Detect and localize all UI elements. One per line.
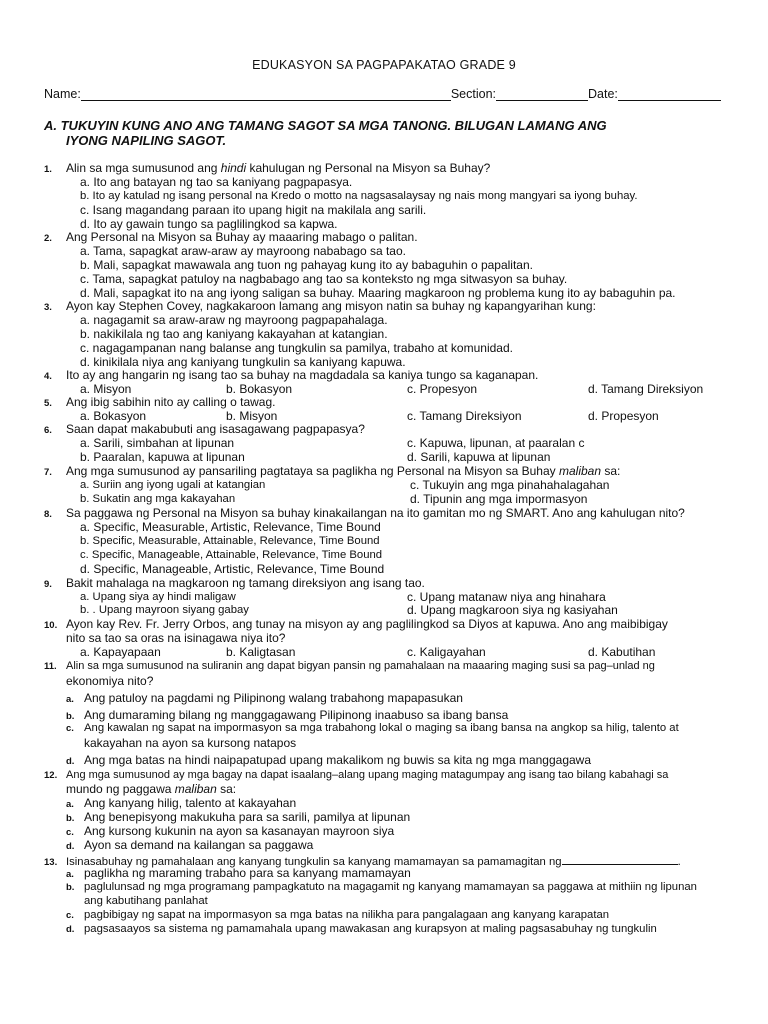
question-12-line2: mundo ng paggawa maliban sa:	[66, 782, 237, 796]
q7-option-a[interactable]: a. Suriin ang iyong ugali at katangian	[80, 479, 266, 491]
q1-option-b[interactable]: b. Ito ay katulad ng isang personal na Kredo o motto na nagsasalaysay ng nais mong mangyari sa iyong buhay.	[80, 190, 638, 202]
question-11: 11. Alin sa mga sumusunod na suliranin ang dapat bigyan pansin ng pamahalaan na maaaring maging susi sa pag–unlad ng	[44, 660, 655, 672]
q3-option-c[interactable]: c. nagagampanan nang balanse ang tungkulin sa pamilya, trabaho at komunidad.	[80, 341, 513, 355]
q9-option-d[interactable]: d. Upang magkaroon siya ng kasiyahan	[407, 603, 618, 617]
q13-option-d[interactable]: d. pagsasaayos sa sistema ng pamamahala upang mawakasan ang kurapsyon at maling pagsasabuhay ng tungkulin	[66, 923, 657, 935]
q11-option-c-line2: kakayahan na ayon sa kursong natapos	[84, 736, 297, 750]
q4-option-b[interactable]: b. Bokasyon	[226, 382, 293, 396]
q12-option-b[interactable]: b. Ang benepisyong makukuha para sa sarili, pamilya at lipunan	[66, 810, 411, 824]
q12-option-d[interactable]: d. Ayon sa demand na kailangan sa paggawa	[66, 838, 314, 852]
q6-option-a[interactable]: a. Sarili, simbahan at lipunan	[80, 436, 235, 450]
q1-option-a[interactable]: a. Ito ang batayan ng tao sa kaniyang pagpapasya.	[80, 175, 353, 189]
q6-option-c[interactable]: c. Kapuwa, lipunan, at paaralan c	[407, 436, 585, 450]
q13-option-b[interactable]: b. paglulunsad ng mga programang pampagkatuto na magagamit ng kanyang mamamayan sa paggawa at mithiin ng lipunan	[66, 881, 697, 893]
q10-option-c[interactable]: c. Kaligayahan	[407, 645, 486, 659]
q13-option-c[interactable]: c. pagbibigay ng sapat na impormasyon sa mga batas na nilikha para pangalagaan ang kanyang karapatan	[66, 909, 610, 921]
q2-option-d[interactable]: d. Mali, sapagkat ito na ang iyong saligan sa buhay. Maaring magkaroon ng problema kung ito ay babaguhin pa.	[80, 286, 676, 300]
q10-option-d[interactable]: d. Kabutihan	[588, 645, 656, 659]
q4-option-d[interactable]: d. Tamang Direksiyon	[588, 382, 704, 396]
q7-option-c[interactable]: c. Tukuyin ang mga pinahahalagahan	[410, 478, 610, 492]
q13-option-a[interactable]: a. paglikha ng maraming trabaho para sa kanyang mamamayan	[66, 866, 411, 880]
q5-option-b[interactable]: b. Misyon	[226, 409, 278, 423]
q13-answer-blank[interactable]	[562, 853, 678, 865]
name-field[interactable]	[81, 87, 451, 101]
q11-option-b[interactable]: b. Ang dumaraming bilang ng manggagawang Pilipinong inaabuso sa ibang bansa	[66, 708, 509, 722]
question-7: 7. Ang mga sumusunod ay pansariling pagtataya sa paglikha ng Personal na Misyon sa Buhay maliban sa:	[44, 464, 621, 478]
student-info-line	[44, 87, 734, 105]
q7-option-d[interactable]: d. Tipunin ang mga impormasyon	[410, 492, 588, 506]
q3-option-d[interactable]: d. kinikilala niya ang kaniyang tungkulin sa kaniyang kapuwa.	[80, 355, 406, 369]
q1-option-d[interactable]: d. Ito ay gawain tungo sa paglilingkod sa kapwa.	[80, 217, 338, 231]
q6-option-b[interactable]: b. Paaralan, kapuwa at lipunan	[80, 450, 245, 464]
question-5: 5. Ang ibig sabihin nito ay calling o tawag.	[44, 395, 276, 409]
q8-option-d[interactable]: d. Specific, Manageable, Artistic, Relevance, Time Bound	[80, 562, 385, 576]
q2-option-c[interactable]: c. Tama, sapagkat patuloy na nagbabago ang tao sa konteksto ng mga sitwasyon sa buhay.	[80, 272, 568, 286]
q2-option-b[interactable]: b. Mali, sapagkat mawawala ang tuon ng pahayag kung ito ay babaguhin o papalitan.	[80, 258, 533, 272]
q9-option-b[interactable]: b. . Upang mayroon siyang gabay	[80, 604, 249, 616]
section-field[interactable]	[496, 87, 588, 101]
question-3: 3. Ayon kay Stephen Covey, nagkakaroon lamang ang misyon natin sa buhay ng kapangyarihan kung:	[44, 299, 596, 313]
q12-option-c[interactable]: c. Ang kursong kukunin na ayon sa kasanayan mayroon siya	[66, 824, 395, 838]
q5-option-c[interactable]: c. Tamang Direksiyon	[407, 409, 522, 423]
q11-option-d[interactable]: d. Ang mga batas na hindi naipapatupad upang makalikom ng buwis sa kita ng mga manggagawa	[66, 753, 591, 767]
question-10: 10. Ayon kay Rev. Fr. Jerry Orbos, ang tunay na misyon ay ang paglilingkod sa Diyos at kapuwa. Ano ang maibibigay	[44, 617, 668, 631]
question-11-line2: ekonomiya nito?	[66, 674, 154, 688]
q5-option-a[interactable]: a. Bokasyon	[80, 409, 147, 423]
q9-option-c[interactable]: c. Upang matanaw niya ang hinahara	[407, 590, 606, 604]
q1-option-c[interactable]: c. Isang magandang paraan ito upang higit na makilala ang sarili.	[80, 203, 427, 217]
q4-option-a[interactable]: a. Misyon	[80, 382, 132, 396]
q7-option-b[interactable]: b. Sukatin ang mga kakayahan	[80, 493, 236, 505]
question-8: 8. Sa paggawa ng Personal na Misyon sa buhay kinakailangan na ito gamitan mo ng SMART. Ano ang kahulugan nito?	[44, 506, 685, 520]
q10-option-a[interactable]: a. Kapayapaan	[80, 645, 161, 659]
q12-option-a[interactable]: a. Ang kanyang hilig, talento at kakayahan	[66, 796, 297, 810]
q3-option-b[interactable]: b. nakikilala ng tao ang kaniyang kakayahan at katangian.	[80, 327, 388, 341]
q5-option-d[interactable]: d. Propesyon	[588, 409, 659, 423]
question-12: 12. Ang mga sumusunod ay mga bagay na dapat isaalang–alang upang maging matagumpay ang isang tao bilang kabahagi sa	[44, 769, 669, 781]
q11-option-c[interactable]: c. Ang kawalan ng sapat na impormasyon sa mga trabahong lokal o maging sa ibang bansa na angkop sa hilig, talento at	[66, 722, 679, 734]
section-label: Section:	[450, 87, 496, 101]
q4-option-c[interactable]: c. Propesyon	[407, 382, 478, 396]
question-13: 13. Isinasabuhay ng pamahalaan ang kanyang tungkulin sa kanyang mamamayan sa pamamagitan ng .	[44, 854, 681, 868]
q11-option-a[interactable]: a. Ang patuloy na pagdami ng Pilipinong walang trabahong mapapasukan	[66, 691, 463, 705]
name-label: Name:	[44, 87, 81, 101]
question-10-line2: nito sa tao sa oras na isinagawa niya ito?	[66, 631, 286, 645]
q10-option-b[interactable]: b. Kaligtasan	[226, 645, 296, 659]
date-field[interactable]	[618, 87, 721, 101]
question-9: 9. Bakit mahalaga na magkaroon ng tamang direksiyon ang isang tao.	[44, 576, 425, 590]
question-2: 2. Ang Personal na Misyon sa Buhay ay maaaring mabago o palitan.	[44, 230, 418, 244]
part-a-instruction: A. TUKUYIN KUNG ANO ANG TAMANG SAGOT SA MGA TANONG. BILUGAN LAMANG ANG IYONG NAPILING SAGOT.	[44, 118, 607, 148]
q8-option-c[interactable]: c. Specific, Manageable, Attainable, Relevance, Time Bound	[80, 549, 383, 561]
q13-option-b-line2: ang kabutihang panlahat	[84, 895, 208, 907]
question-1: 1. Alin sa mga sumusunod ang hindi kahulugan ng Personal na Misyon sa Buhay?	[44, 161, 491, 175]
q3-option-a[interactable]: a. nagagamit sa araw-araw ng mayroong pagpapahalaga.	[80, 313, 388, 327]
q8-option-a[interactable]: a. Specific, Measurable, Artistic, Relevance, Time Bound	[80, 520, 381, 534]
question-4: 4. Ito ay ang hangarin ng isang tao sa buhay na magdadala sa kaniya tungo sa kaganapan.	[44, 368, 539, 382]
q9-option-a[interactable]: a. Upang siya ay hindi maligaw	[80, 591, 236, 603]
date-label: Date:	[588, 87, 618, 101]
question-6: 6. Saan dapat makabubuti ang isasagawang pagpapasya?	[44, 422, 365, 436]
q2-option-a[interactable]: a. Tama, sapagkat araw-araw ay mayroong nababago sa tao.	[80, 244, 406, 258]
worksheet-title: EDUKASYON SA PAGPAPAKATAO GRADE 9	[252, 58, 516, 72]
q8-option-b[interactable]: b. Specific, Measurable, Attainable, Relevance, Time Bound	[80, 535, 380, 547]
q6-option-d[interactable]: d. Sarili, kapuwa at lipunan	[407, 450, 551, 464]
